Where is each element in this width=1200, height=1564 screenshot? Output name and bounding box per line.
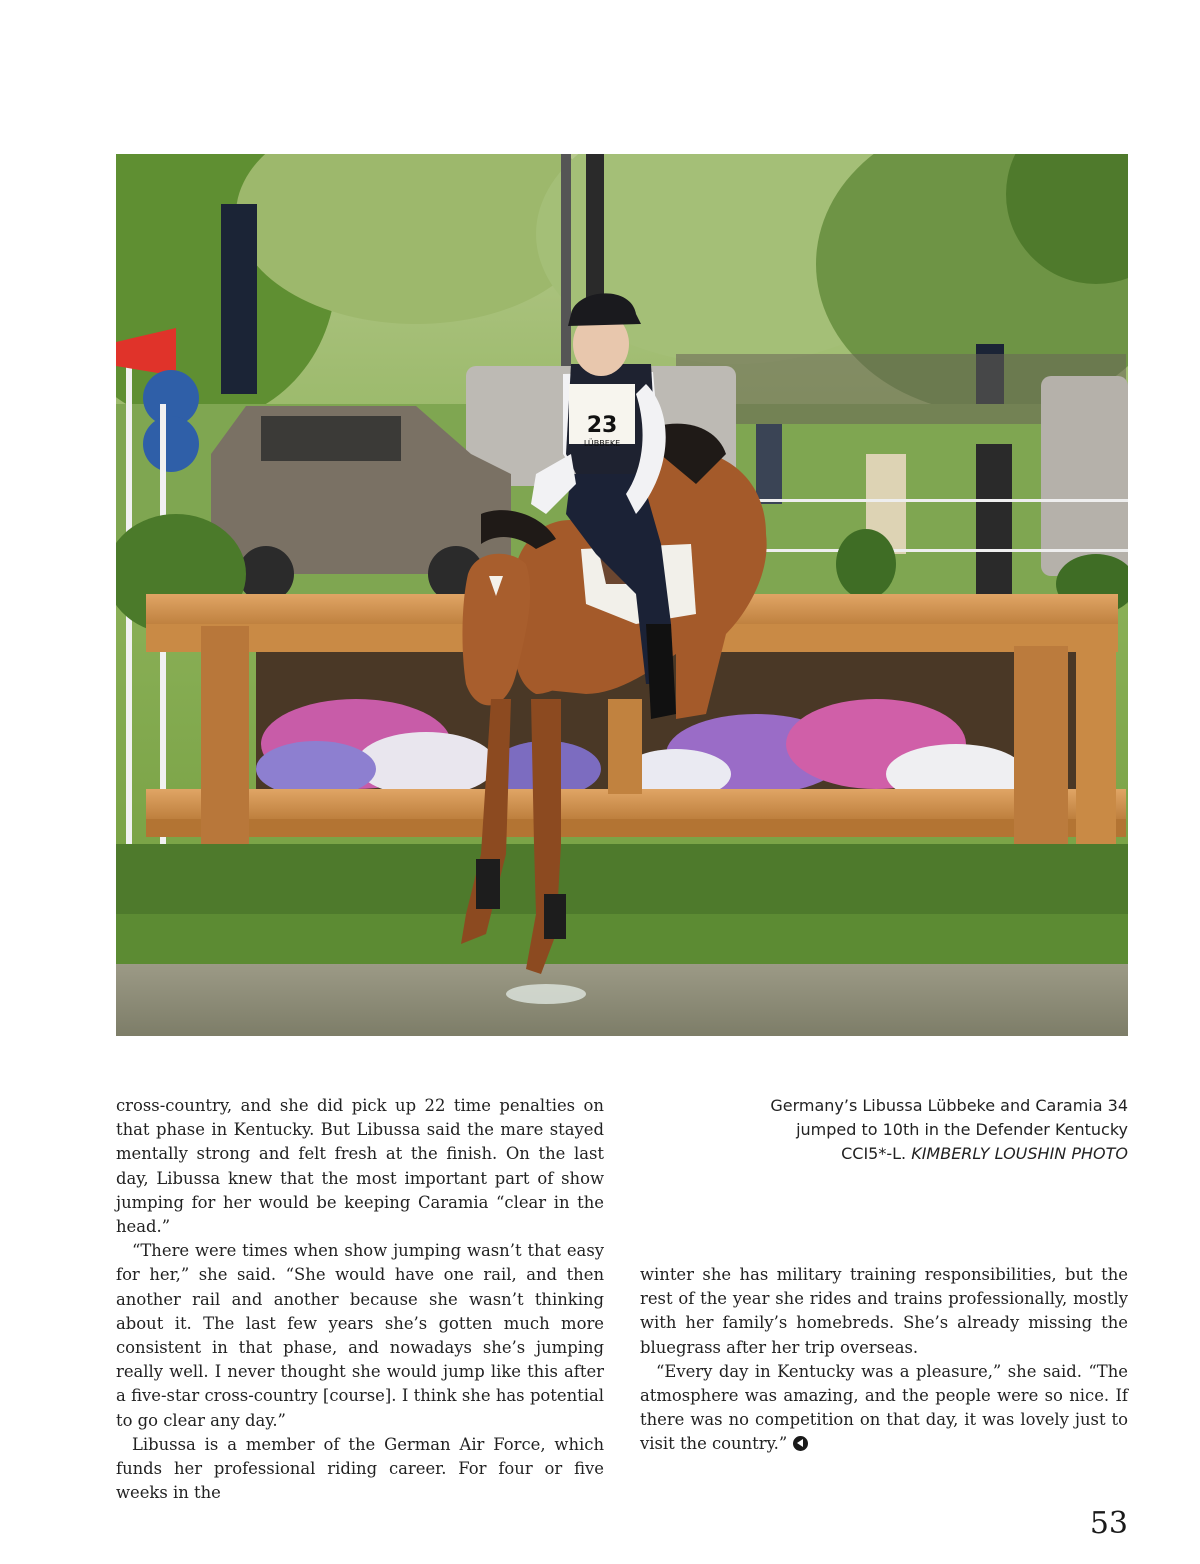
paragraph: cross-country, and she did pick up 22 time penalties on that phase in Kentucky. But Libussa said the mare stayed mentally strong and felt fresh at the finish. On the last day, Libussa knew that the most important part of show jumping for her would be keeping Caramia “clear in the head.”: [116, 1096, 604, 1237]
paragraph-final: [640, 1360, 1128, 1457]
article-column-left: [116, 1094, 604, 1505]
page-number: 53: [1089, 1506, 1128, 1541]
bib-name: LÜBBEKE: [583, 439, 621, 448]
caption-text: Germany’s Libussa Lübbeke and Caramia 34 jumped to 10th in the Defender Kentucky CCI5*-L.: [770, 1096, 1128, 1163]
paragraph-text: “Every day in Kentucky was a pleasure,” she said. “The atmosphere was amazing, and the people were so nice. If there was no competition on that day, it was lovely just to visit the country.”: [640, 1361, 1128, 1454]
paragraph: Libussa is a member of the German Air Force, which funds her professional riding career. For four or five weeks in the: [116, 1434, 604, 1503]
bib-number: 23: [586, 413, 618, 438]
paragraph: “There were times when show jumping wasn’t that easy for her,” she said. “She would have one rail, and then another rail and another because she wasn’t thinking about it. The last few years she’s gotten much more consistent in that phase, and nowadays she’s jumping really well. I never thought she would jump like this after a five-star cross-country [course]. I think she has potential to go clear any day.”: [116, 1241, 604, 1430]
photo-caption: [760, 1094, 1128, 1166]
end-of-story-icon: [793, 1436, 808, 1451]
article-column-right: [640, 1263, 1128, 1457]
photo-credit: KIMBERLY LOUSHIN PHOTO: [911, 1144, 1128, 1163]
article-photo: [116, 154, 1128, 1036]
paragraph: winter she has military training responsibilities, but the rest of the year she rides and trains professionally, mostly with her family’s homebreds. She’s already missing the bluegrass after her trip overseas.: [640, 1265, 1128, 1357]
horse-jump-photo: [116, 154, 1128, 1036]
